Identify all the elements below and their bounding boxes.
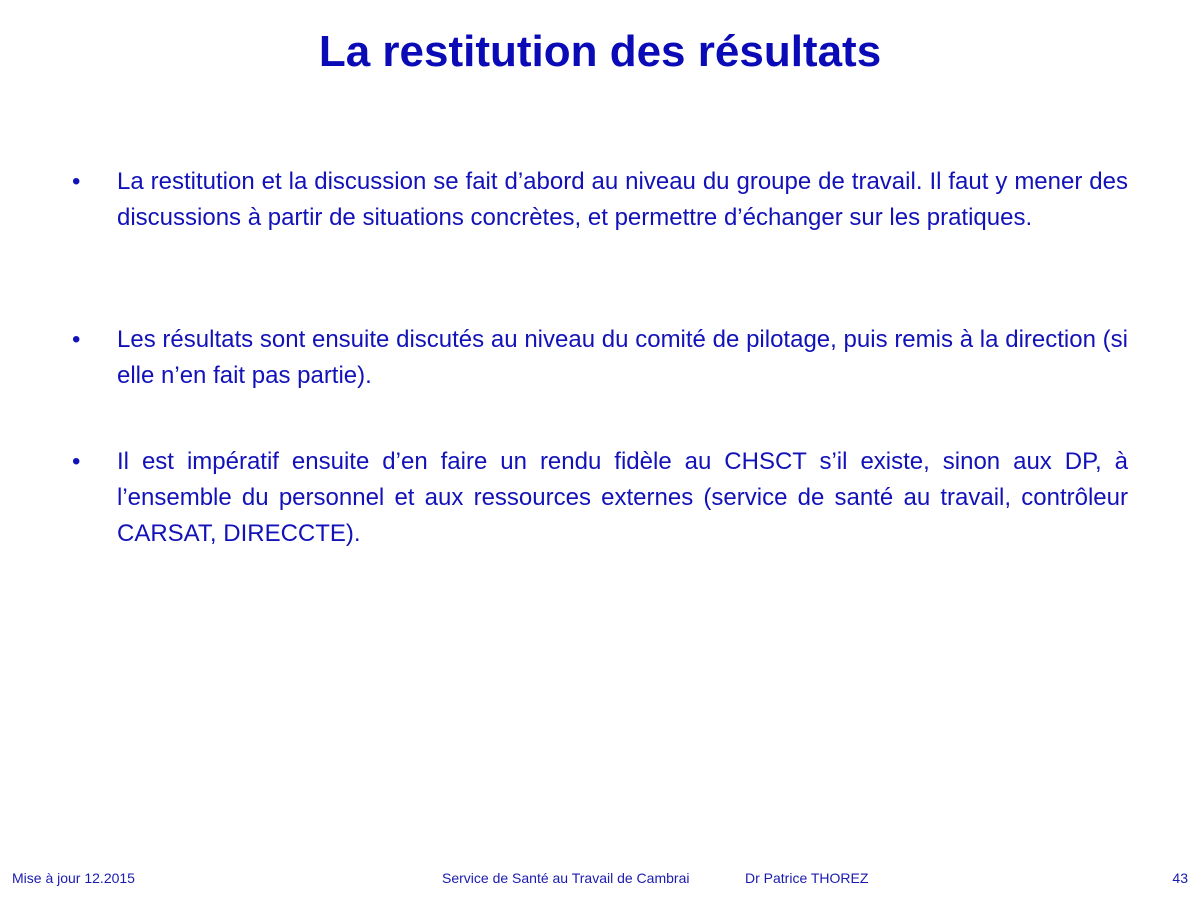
slide-footer (0, 866, 1200, 890)
page-number: 43 (1172, 870, 1188, 886)
bullet-text: La restitution et la discussion se fait d’abord au niveau du groupe de travail. Il faut y mener des discussions à partir de situations concrètes, et permettre d’échanger sur les pratiques. (117, 168, 1128, 231)
footer-author: Dr Patrice THOREZ (745, 870, 869, 886)
bullet-item (72, 322, 1128, 394)
bullet-text: Les résultats sont ensuite discutés au niveau du comité de pilotage, puis remis à la direction (si elle n’en fait pas partie). (117, 326, 1128, 389)
footer-update-date: Mise à jour 12.2015 (12, 870, 135, 886)
slide-title: La restitution des résultats (318, 27, 882, 76)
bullet-item (72, 164, 1128, 236)
bullet-item (72, 444, 1128, 552)
bullet-icon: • (72, 326, 81, 353)
bullet-text: Il est impératif ensuite d’en faire un rendu fidèle au CHSCT s’il existe, sinon aux DP, à l’ensemble du personnel et aux ressources externes (service de santé au travail, contrôleur CARSAT, DIRECCTE). (117, 448, 1128, 547)
bullet-icon: • (72, 448, 81, 475)
footer-organization: Service de Santé au Travail de Cambrai (442, 870, 690, 886)
bullet-icon: • (72, 168, 81, 195)
